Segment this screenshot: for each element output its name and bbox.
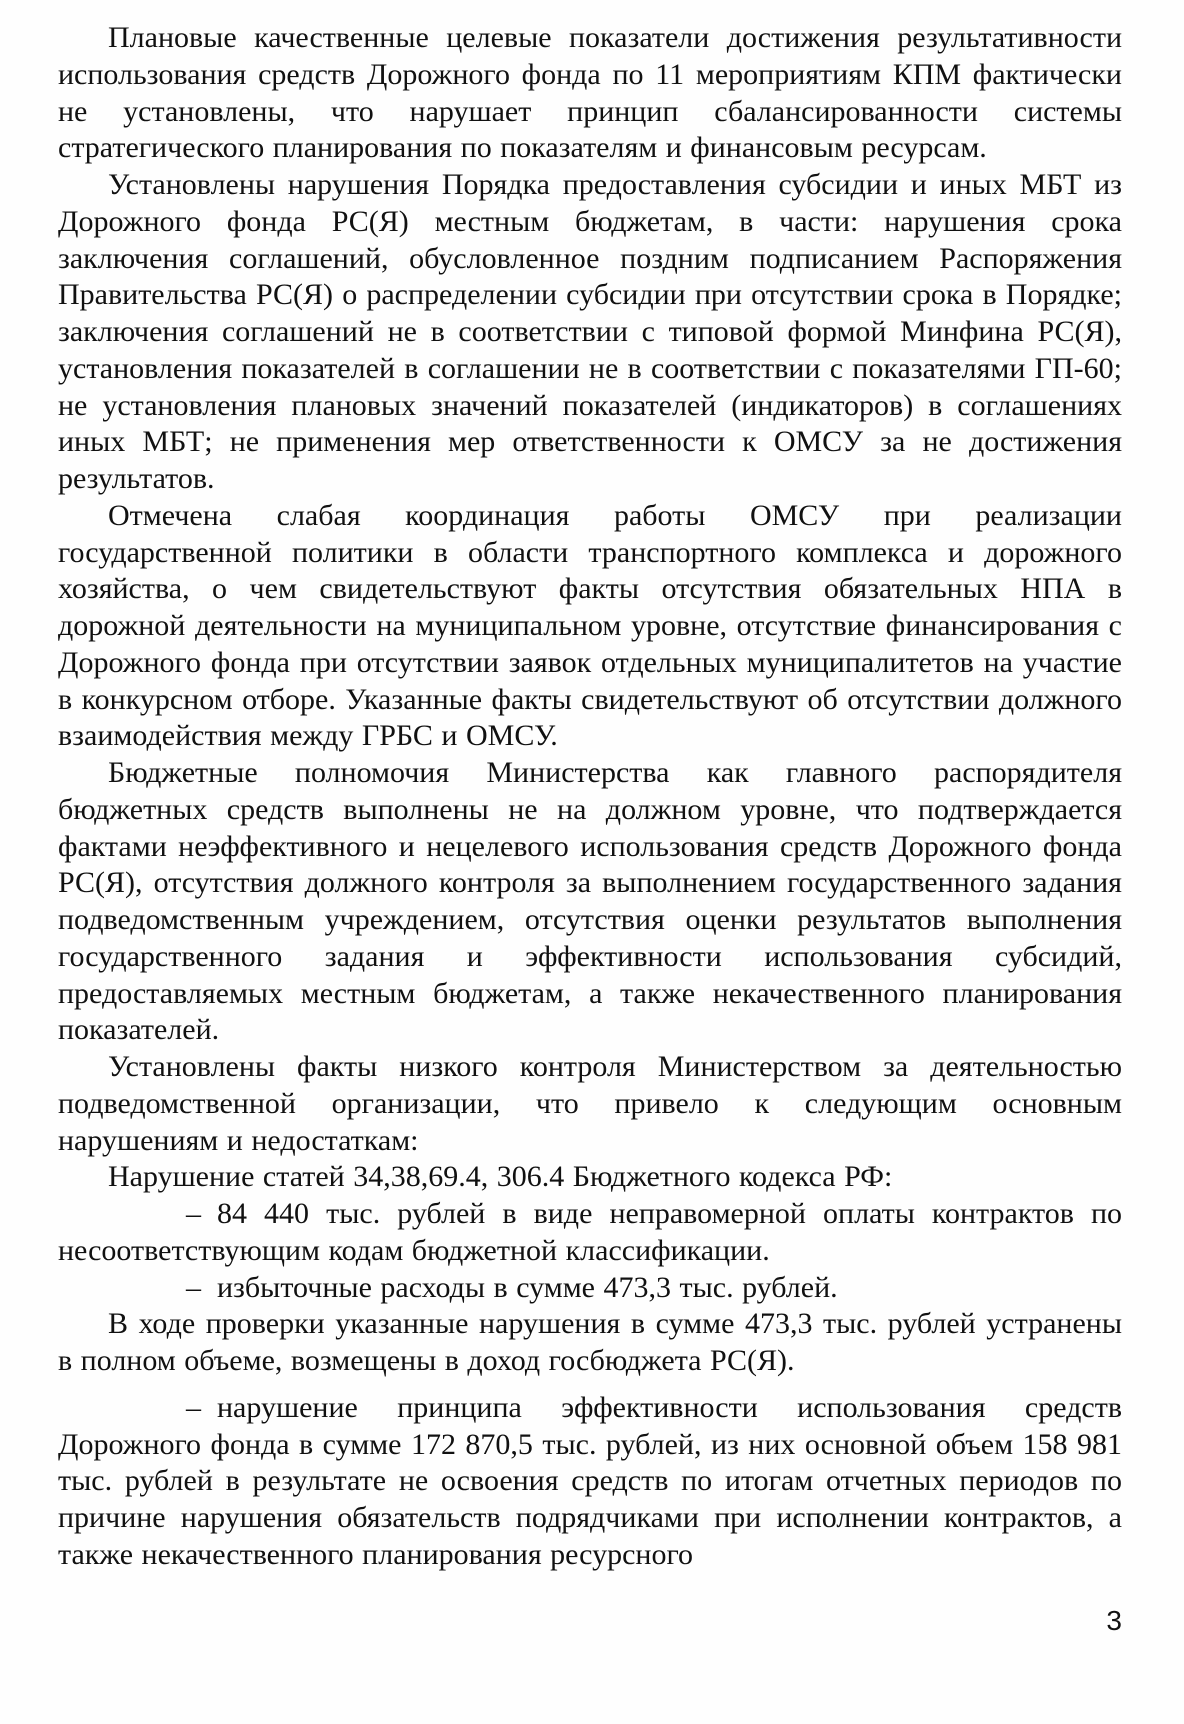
list-item-excess-expenses bbox=[58, 1270, 1122, 1307]
dash-marker: – bbox=[186, 1390, 201, 1424]
list-item-text: 84 440 тыс. рублей в виде неправомерной оплаты контрактов по несоответствующим кодам бюджетной классификации. bbox=[58, 1197, 1122, 1267]
paragraph-violations-remedied: В ходе проверки указанные нарушения в сумме 473,3 тыс. рублей устранены в полном объеме, возмещены в доход госбюджета РС(Я). bbox=[58, 1307, 1122, 1377]
list-item-text: избыточные расходы в сумме 473,3 тыс. рублей. bbox=[217, 1270, 838, 1304]
list-item-improper-payment bbox=[58, 1196, 1122, 1270]
paragraph-subsidy-violations: Установлены нарушения Порядка предоставления субсидии и иных МБТ из Дорожного фонда РС(Я) местным бюджетам, в части: нарушения срока заключения соглашений, обусловленное поздним подписанием Распоряжения Правительства РС(Я) о распределении субсидии при отсутствии срока в Порядке; заключения соглашений не в соответствии с типовой формой Минфина РС(Я), установления показателей в соглашении не в соответствии с показателями ГП-60; не установления плановых значений показателей (индикаторов) в соглашениях иных МБТ; не применения мер ответственности к ОМСУ за не достижения результатов. bbox=[58, 168, 1122, 495]
list-item-efficiency-violation bbox=[58, 1390, 1122, 1574]
paragraph-weak-coordination: Отмечена слабая координация работы ОМСУ при реализации государственной политики в области транспортного комплекса и дорожного хозяйства, о чем свидетельствуют факты отсутствия обязательных НПА в дорожной деятельности на муниципальном уровне, отсутствие финансирования с Дорожного фонда при отсутствии заявок отдельных муниципалитетов на участие в конкурсном отборе. Указанные факты свидетельствуют об отсутствии должного взаимодействия между ГРБС и ОМСУ. bbox=[58, 498, 1122, 753]
dash-marker: – bbox=[186, 1197, 201, 1230]
paragraph-low-control: Установлены факты низкого контроля Министерством за деятельностью подведомственной организации, что привело к следующим основным нарушениям и недостаткам: bbox=[58, 1050, 1122, 1157]
paragraph-planned-indicators: Плановые качественные целевые показатели достижения результативности использования средств Дорожного фонда по 11 мероприятиям КПМ фактически не установлены, что нарушает принцип сбалансированности системы стратегического планирования по показателям и финансовым ресурсам. bbox=[58, 21, 1122, 165]
paragraph-budget-authority: Бюджетные полномочия Министерства как главного распорядителя бюджетных средств выполнены не на должном уровне, что подтверждается фактами неэффективного и нецелевого использования средств Дорожного фонда РС(Я), отсутствия должного контроля за выполнением государственного задания подведомственным учреждением, отсутствия оценки результатов выполнения государственного задания и эффективности использования субсидий, предоставляемых местным бюджетам, а также некачественного планирования показателей. bbox=[58, 756, 1122, 1047]
page-number: 3 bbox=[1106, 1604, 1122, 1636]
paragraph-budget-code-articles: Нарушение статей 34,38,69.4, 306.4 Бюджетного кодекса РФ: bbox=[108, 1160, 893, 1194]
dash-marker: – bbox=[186, 1270, 201, 1304]
list-item-text: нарушение принципа эффективности использования средств Дорожного фонда в сумме 172 870,5 тыс. рублей, из них основной объем 158 981 тыс. рублей в результате не освоения средств по итогам отчетных периодов по причине нарушения обязательств подрядчиками при исполнении контрактов, а также некачественного планирования ресурсного bbox=[58, 1390, 1122, 1571]
